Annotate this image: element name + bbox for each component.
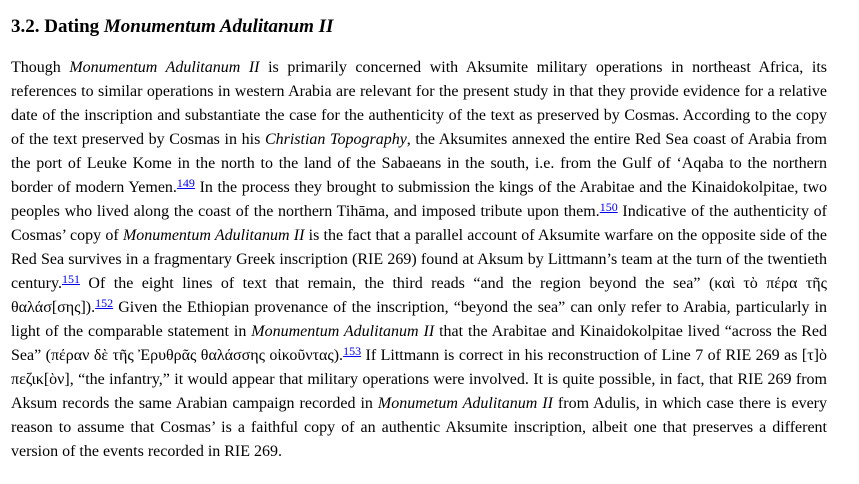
footnote-link-153[interactable]: 153 xyxy=(343,344,362,358)
text-run: Indicative of the authenticity of Cosmas’ copy of xyxy=(11,203,828,244)
footnote-ref-153 xyxy=(343,344,361,358)
text-run: Of the eight lines of text that remain, the third reads “and the region beyond the sea” (καὶ τὸ πέρα τῆς θαλάσ[σης]). xyxy=(11,275,827,316)
text-run: In the process they brought to submission the kings of the Arabitae and the Kinaidokolpitae, two peoples who lived along the coast of the northern Tihāma, and imposed tribute upon them. xyxy=(11,179,827,220)
section-heading xyxy=(11,0,827,39)
text-run: Though xyxy=(11,59,70,76)
footnote-link-151[interactable]: 151 xyxy=(61,272,80,286)
footnote-link-150[interactable]: 150 xyxy=(599,200,618,214)
footnote-ref-152 xyxy=(95,296,113,310)
section-title-plain: Dating xyxy=(44,16,100,37)
footnote-ref-151 xyxy=(62,272,80,286)
italic-title-run: Monumentum Adulitanum II xyxy=(122,227,305,244)
section-title-italic: Monumentum Adulitanum II xyxy=(103,16,334,37)
text-run: Given the Ethiopian provenance of the inscription, “beyond the sea” can only refer to Arabia, particularly in light of the comparable statement in xyxy=(11,299,827,340)
footnote-link-149[interactable]: 149 xyxy=(176,176,195,190)
text-run: If Littmann is correct in his reconstruction of Line 7 of RIE 269 as [τ]ὸ πεζικ[ὸν], “the infantry,” it would appear that military operations were involved. It is quite possible, in fact, that RIE 269 from Aksum records the same Arabian campaign recorded in xyxy=(11,347,827,412)
text-run: is the fact that a parallel account of Aksumite warfare on the opposite side of the Red Sea survives in a fragmentary Greek inscription (RIE 269) found at Aksum by Littmann’s team at the turn of the twentieth century. xyxy=(11,227,828,292)
footnote-ref-150 xyxy=(600,200,618,214)
italic-title-run: Monumentum Adulitanum II xyxy=(69,59,260,76)
section-number: 3.2. xyxy=(11,16,40,37)
body-paragraph xyxy=(11,56,827,464)
footnote-link-152[interactable]: 152 xyxy=(95,296,114,310)
text-run: that the Arabitae and Kinaidokolpitae lived “across the Red Sea” (πέραν δὲ τῆς Ἐρυθρᾶς θαλάσσης οἰκοῦντας). xyxy=(11,323,827,364)
footnote-ref-149 xyxy=(177,176,195,190)
italic-title-run: Monumetum Adulitanum II xyxy=(377,395,553,412)
text-run: from Adulis, in which case there is every reason to assume that Cosmas’ is a faithful copy of an authentic Aksumite inscription, albeit one that preserves a different version of the events recorded in RIE 269. xyxy=(11,395,828,460)
text-run: , the Aksumites annexed the entire Red Sea coast of Arabia from the port of Leuke Kome in the north to the land of the Sabaeans in the south, i.e. from the Gulf of ‘Aqaba to the northern border of modern Yemen. xyxy=(11,131,828,196)
italic-title-run: Monumentum Adulitanum II xyxy=(251,323,435,340)
italic-title-run: Christian Topography xyxy=(264,131,407,148)
text-run: is primarily concerned with Aksumite military operations in northeast Africa, its references to similar operations in western Arabia are relevant for the present study in that they provide evidence for a relative date of the inscription and substantiate the case for the authenticity of the text as preserved by Cosmas. According to the copy of the text preserved by Cosmas in his xyxy=(11,59,827,148)
